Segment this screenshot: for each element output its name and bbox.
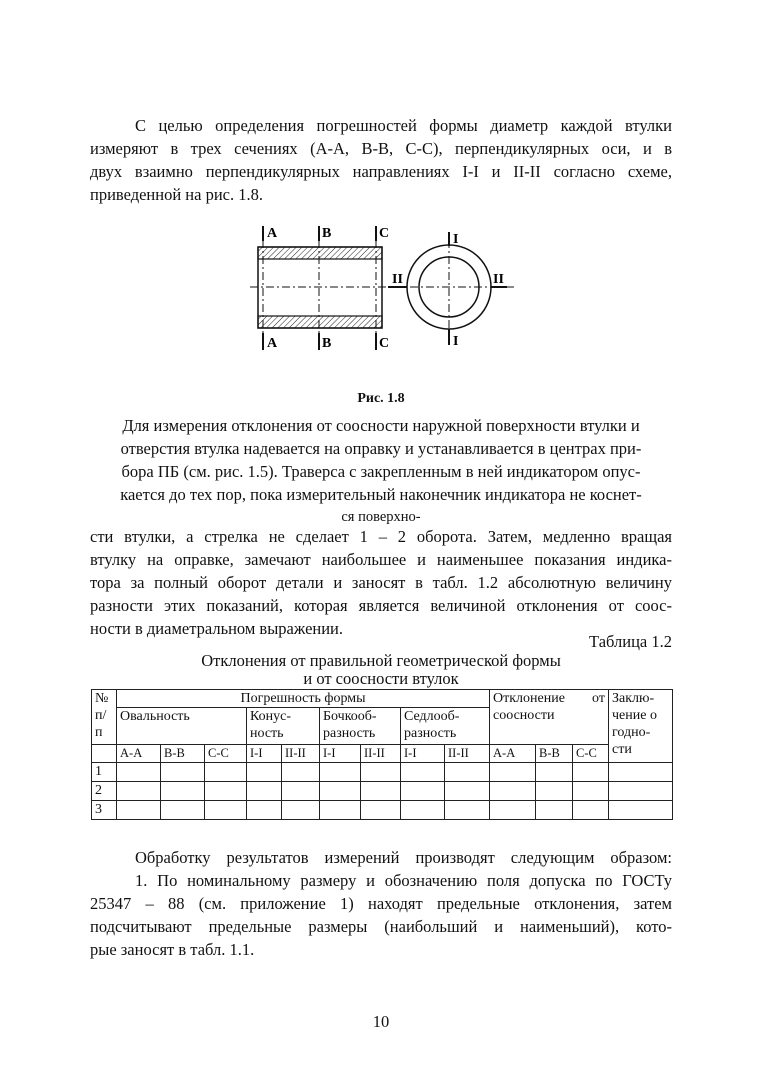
header-taper: Конус- ность [247,708,320,745]
paragraph-line: приведенной на рис. 1.8. [90,185,263,204]
table-row [92,782,673,801]
subheader: А-А [490,745,536,763]
table-label: Таблица 1.2 [589,632,672,651]
subheader: II-II [445,745,490,763]
paragraph-line: 1. По номинальному размеру и обозначению поля допуска по ГОСТу [135,871,672,890]
subheader: I-I [320,745,361,763]
header-coaxiality: Отклонение от соосности [490,690,609,745]
paragraph-line: подсчитывают предельные размеры (наибольший и наименьший), кото- [90,917,672,936]
paragraph-line: тора за полный оборот детали и заносят в табл. 1.2 абсолютную величину [90,573,672,592]
paragraph-line: бора ПБ (см. рис. 1.5). Траверса с закрепленным в ней индикатором опус- [121,462,641,481]
paragraph-line: 25347 – 88 (см. приложение 1) находят предельные отклонения, затем [90,894,672,913]
row-number: 3 [92,801,117,820]
header-conclusion: Заклю- чение о годно- сти [609,690,673,763]
header-saddle: Седлооб- разность [401,708,490,745]
page-number: 10 [372,1012,390,1031]
paragraph-line: рые заносят в табл. 1.1. [90,940,255,959]
table-row [92,801,673,820]
subheader: С-С [205,745,247,763]
header-barrel: Бочкооб- разность [320,708,401,745]
figure-caption: Рис. 1.8 [357,391,405,406]
header-number: № п/ п [92,690,117,745]
paragraph-line: Для измерения отклонения от соосности наружной поверхности втулки и [122,416,640,435]
subheader: В-В [536,745,573,763]
table-row [92,763,673,782]
section-label-a: A [267,336,278,351]
row-number: 1 [92,763,117,782]
direction-label-ii: II [493,272,504,287]
subheader: А-А [117,745,161,763]
header-ovality: Овальность [117,708,247,745]
figure-bushing-diagram [230,215,530,360]
subheader: I-I [247,745,282,763]
paragraph-line: отверстия втулка надевается на оправку и устанавливается в центрах при- [120,439,642,458]
paragraph-line: разности этих показаний, которая является величиной отклонения от соос- [90,596,672,615]
section-label-c: C [379,226,390,241]
direction-label-i: I [453,334,459,349]
table-title: Отклонения от правильной геометрической формы [201,651,561,670]
header-form-error: Погрешность формы [117,690,490,708]
paragraph-line: ся поверхно- [341,509,421,525]
deviations-table [91,689,673,820]
paragraph-line: кается до тех пор, пока измерительный наконечник индикатора не коснет- [120,485,642,504]
direction-label-ii: II [392,272,403,287]
subheader: II-II [361,745,401,763]
section-label-b: B [322,336,332,351]
paragraph-line: С целью определения погрешностей формы диаметр каждой втулки [135,116,672,135]
paragraph-line: Обработку результатов измерений производят следующим образом: [135,848,672,867]
direction-label-i: I [453,232,459,247]
subheader: В-В [161,745,205,763]
subheader: II-II [282,745,320,763]
section-label-c: C [379,336,390,351]
subheader: I-I [401,745,445,763]
paragraph-line: ности в диаметральном выражении. [90,619,344,638]
paragraph-line: сти втулки, а стрелка не сделает 1 – 2 оборота. Затем, медленно вращая [90,527,672,546]
table-title: и от соосности втулок [303,669,459,688]
row-number: 2 [92,782,117,801]
section-label-a: A [267,226,278,241]
paragraph-line: двух взаимно перпендикулярных направлениях I-I и II-II согласно схеме, [90,162,672,181]
paragraph-line: втулку на оправке, замечают наибольшее и наименьшее показания индика- [90,550,672,569]
paragraph-line: измеряют в трех сечениях (А-А, В-В, С-С), перпендикулярных оси, и в [90,139,672,158]
subheader: С-С [573,745,609,763]
section-label-b: B [322,226,332,241]
